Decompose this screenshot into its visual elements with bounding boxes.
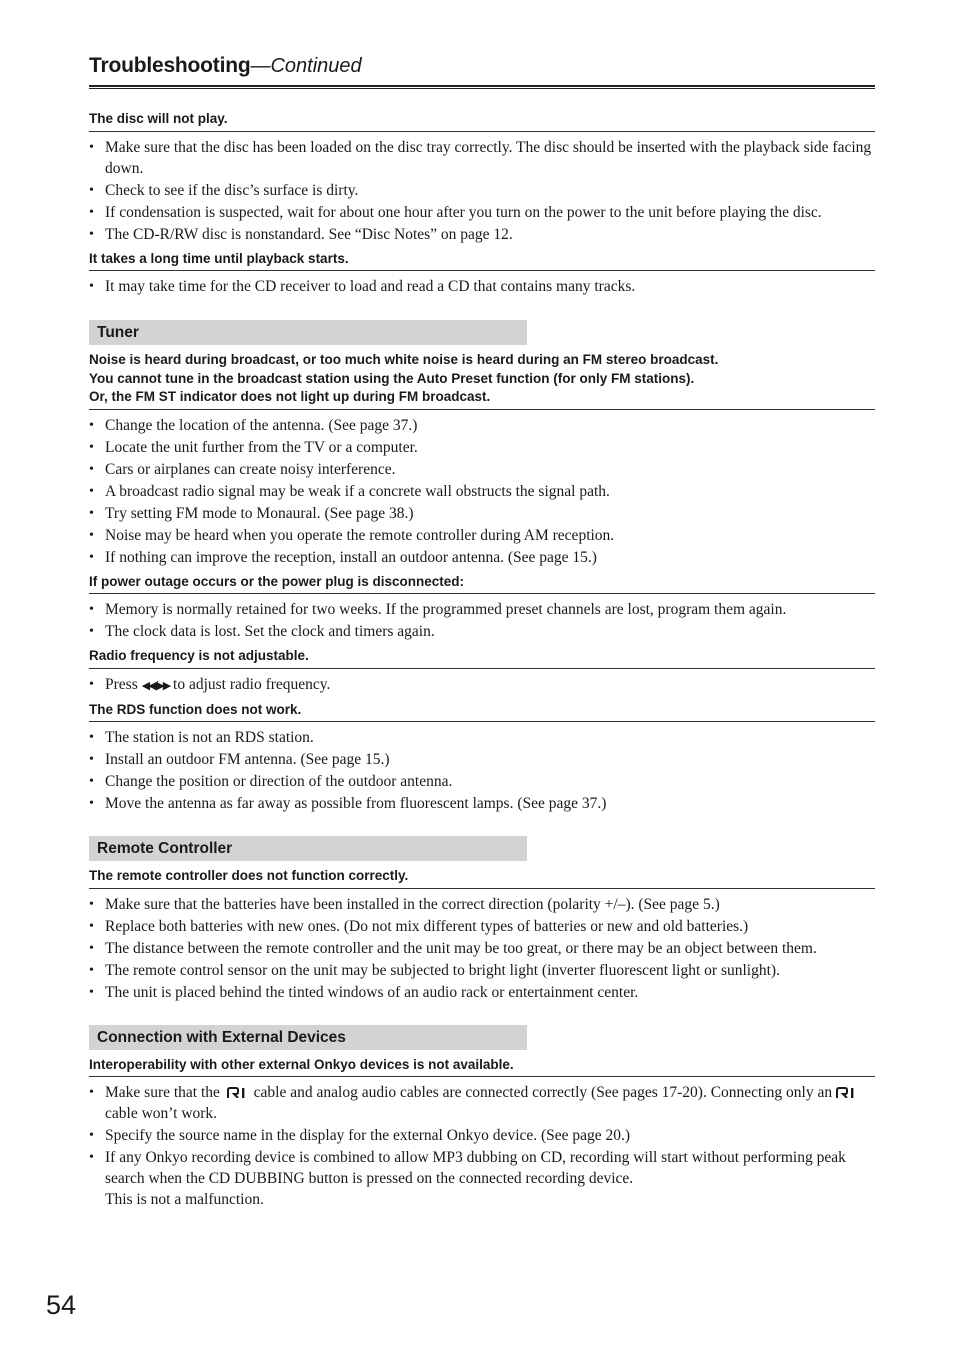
section-heading-remote: Remote Controller (89, 836, 527, 861)
section-heading-tuner: Tuner (89, 320, 527, 345)
question-heading (89, 351, 875, 410)
question-line: Noise is heard during broadcast, or too much white noise is heard during an FM stereo broadcast. (89, 352, 719, 367)
answer-item (89, 674, 875, 696)
answer-item: • The remote control sensor on the unit may be subjected to bright light (inverter fluorescent light or sunlight). (89, 960, 875, 981)
answer-text: to adjust radio frequency. (169, 675, 331, 693)
answer-list (89, 137, 875, 245)
page-subtitle: —Continued (250, 55, 362, 77)
answer-item: • Move the antenna as far away as possible from fluorescent lamps. (See page 37.) (89, 793, 875, 814)
page-header (89, 54, 875, 84)
question-block (89, 867, 875, 1003)
answer-item: • Specify the source name in the display for the external Onkyo device. (See page 20.) (89, 1125, 875, 1146)
answer-text: Make sure that the (105, 1084, 220, 1101)
ri-logo-icon (836, 1087, 856, 1098)
question-heading: The remote controller does not function correctly. (89, 867, 875, 889)
answer-item: • A broadcast radio signal may be weak if a concrete wall obstructs the signal path. (89, 481, 875, 502)
answer-list (89, 674, 875, 696)
answer-item: • The clock data is lost. Set the clock and timers again. (89, 621, 875, 642)
page-content (89, 54, 875, 1211)
answer-list (89, 599, 875, 642)
answer-item: • Try setting FM mode to Monaural. (See page 38.) (89, 503, 875, 524)
answer-item: • If nothing can improve the reception, install an outdoor antenna. (See page 15.) (89, 547, 875, 568)
answer-item: • Check to see if the disc’s surface is dirty. (89, 180, 875, 201)
question-heading: The RDS function does not work. (89, 701, 875, 723)
question-heading: If power outage occurs or the power plug is disconnected: (89, 573, 875, 595)
answer-item: • The station is not an RDS station. (89, 727, 875, 748)
section-heading-external: Connection with External Devices (89, 1025, 527, 1050)
answer-item: • The unit is placed behind the tinted windows of an audio rack or entertainment center. (89, 982, 875, 1003)
question-heading: The disc will not play. (89, 110, 875, 132)
answer-item: • Locate the unit further from the TV or a computer. (89, 437, 875, 458)
question-block (89, 647, 875, 696)
answer-item (89, 1082, 875, 1124)
answer-item: • It may take time for the CD receiver to load and read a CD that contains many tracks. (89, 276, 875, 297)
answer-list (89, 415, 875, 568)
question-block (89, 1056, 875, 1211)
answer-list (89, 894, 875, 1003)
question-block (89, 250, 875, 298)
answer-text: cable and analog audio cables are connected correctly (See pages 17-20). Connecting only an (253, 1084, 833, 1101)
answer-text: Press (105, 675, 142, 693)
answer-list (89, 1082, 875, 1210)
answer-item: • Replace both batteries with new ones. (Do not mix different types of batteries or new and old batteries.) (89, 916, 875, 937)
answer-item: • Make sure that the batteries have been installed in the correct direction (polarity +/–). (See page 5.) (89, 894, 875, 915)
answer-list (89, 276, 875, 297)
answer-text: If any Onkyo recording device is combined to allow MP3 dubbing on CD, recording will start without performing peak search when the CD DUBBING button is pressed on the connected recording device. (105, 1149, 846, 1187)
answer-list (89, 727, 875, 814)
question-block (89, 701, 875, 815)
answer-item: • Memory is normally retained for two weeks. If the programmed preset channels are lost, program them again. (89, 599, 875, 620)
answer-item: • Install an outdoor FM antenna. (See page 15.) (89, 749, 875, 770)
page-number: 54 (46, 1290, 77, 1320)
answer-item: • The CD-R/RW disc is nonstandard. See “Disc Notes” on page 12. (89, 224, 875, 245)
question-heading: Interoperability with other external Onkyo devices is not available. (89, 1056, 875, 1078)
header-rule (89, 85, 875, 89)
answer-item: • If condensation is suspected, wait for about one hour after you turn on the power to the unit before playing the disc. (89, 202, 875, 223)
answer-item: • Change the location of the antenna. (See page 37.) (89, 415, 875, 436)
question-line: Or, the FM ST indicator does not light up during FM broadcast. (89, 389, 491, 404)
question-heading: It takes a long time until playback starts. (89, 250, 875, 272)
question-block (89, 110, 875, 245)
question-block (89, 573, 875, 643)
answer-item: • Make sure that the disc has been loaded on the disc tray correctly. The disc should be inserted with the playback side facing down. (89, 137, 875, 179)
question-block (89, 351, 875, 568)
skip-buttons-icon: ◀◀/▶▶ (141, 678, 170, 692)
answer-text: cable won’t work. (105, 1105, 218, 1122)
page-title: Troubleshooting (89, 54, 251, 77)
question-heading: Radio frequency is not adjustable. (89, 647, 875, 669)
answer-item (89, 1147, 875, 1210)
question-line: You cannot tune in the broadcast station using the Auto Preset function (for only FM stations). (89, 370, 695, 386)
answer-item: • Change the position or direction of the outdoor antenna. (89, 771, 875, 792)
answer-item: • Cars or airplanes can create noisy interference. (89, 459, 875, 480)
ri-logo-icon (227, 1087, 247, 1098)
answer-note: This is not a malfunction. (105, 1191, 264, 1208)
answer-item: • Noise may be heard when you operate the remote controller during AM reception. (89, 525, 875, 546)
answer-item: • The distance between the remote controller and the unit may be too great, or there may be an object between them. (89, 938, 875, 959)
